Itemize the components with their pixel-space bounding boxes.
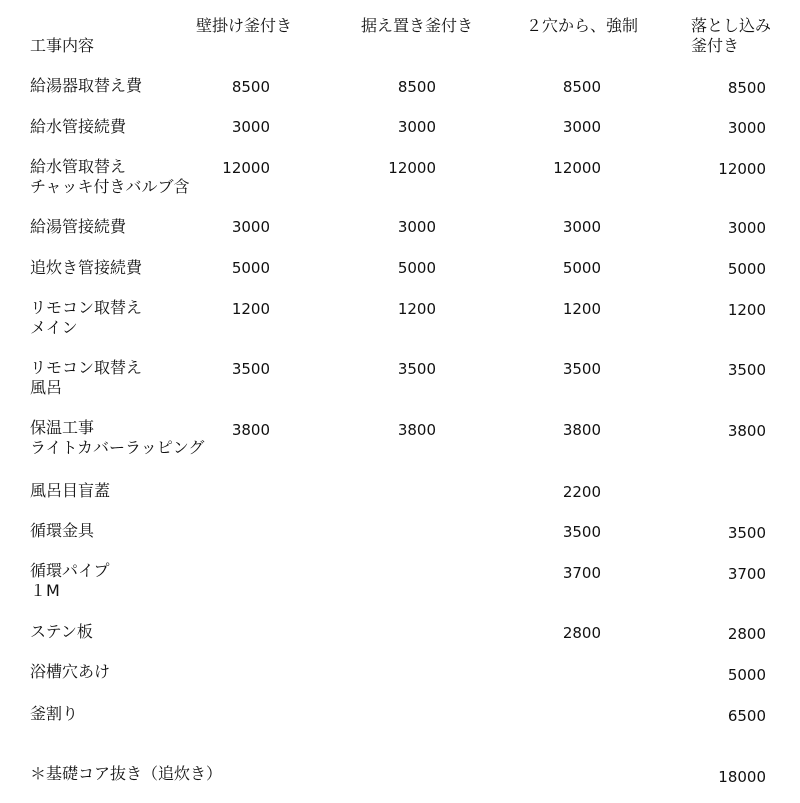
row-label: 釜割り [30,704,79,723]
cell-value: 6500 [727,707,766,725]
row-label: 給水管取替え チャッキ付きバルブ含 [30,157,190,196]
cell-value: 2800 [727,625,766,643]
row-label: 風呂目盲蓋 [30,481,111,500]
cell-value: 3800 [727,422,766,440]
cell-value: 3500 [727,361,766,379]
cell-value: 12000 [718,160,766,178]
row-label: 循環金具 [30,521,95,540]
cell-value: 12000 [222,159,270,177]
cell-value: 8500 [231,78,270,96]
cell-value: 1200 [562,300,601,318]
cell-value: 3000 [397,218,436,236]
cell-value: 3700 [562,564,601,582]
row-label: 給湯器取替え費 [30,76,143,95]
cell-value: 2800 [562,624,601,642]
row-label: リモコン取替え 風呂 [30,358,143,397]
cell-value: 3800 [562,421,601,439]
cell-value: 3500 [727,524,766,542]
cell-value: 3700 [727,565,766,583]
cell-value: 5000 [231,259,270,277]
header-work-content: 工事内容 [30,36,95,55]
cell-value: 3500 [397,360,436,378]
header-drop-in: 落とし込み 釜付き [691,16,772,55]
row-label: 給水管接続費 [30,117,127,136]
cell-value: 12000 [553,159,601,177]
cell-value: 8500 [397,78,436,96]
cell-value: 5000 [397,259,436,277]
cell-value: 3500 [231,360,270,378]
cell-value: 1200 [397,300,436,318]
footnote-value: 18000 [718,768,766,786]
row-label: リモコン取替え メイン [30,298,143,337]
cell-value: 3500 [562,360,601,378]
cell-value: 3000 [562,218,601,236]
cell-value: 3000 [397,118,436,136]
cell-value: 3800 [231,421,270,439]
row-label: 保温工事 ライトカバーラッピング [30,418,205,457]
row-label: ステン板 [30,622,93,641]
cell-value: 3500 [562,523,601,541]
cell-value: 3000 [727,119,766,137]
cell-value: 5000 [727,260,766,278]
footnote-label: ＊基礎コア抜き（追炊き） [30,764,223,783]
header-wall-mounted: 壁掛け釜付き [196,16,293,35]
cell-value: 3000 [562,118,601,136]
cell-value: 1200 [727,301,766,319]
cell-value: 5000 [727,666,766,684]
cell-value: 3000 [231,118,270,136]
cell-value: 3000 [727,219,766,237]
row-label: 循環パイプ １M [30,561,110,600]
row-label: 浴槽穴あけ [30,662,111,681]
header-floor-standing: 据え置き釜付き [361,16,474,35]
row-label: 追炊き管接続費 [30,258,143,277]
cell-value: 5000 [562,259,601,277]
header-two-hole-forced: ２穴から、強制 [526,16,639,35]
cell-value: 1200 [231,300,270,318]
cell-value: 3000 [231,218,270,236]
row-label: 給湯管接続費 [30,217,127,236]
cell-value: 8500 [562,78,601,96]
cell-value: 8500 [727,79,766,97]
cell-value: 12000 [388,159,436,177]
cell-value: 3800 [397,421,436,439]
cell-value: 2200 [562,483,601,501]
